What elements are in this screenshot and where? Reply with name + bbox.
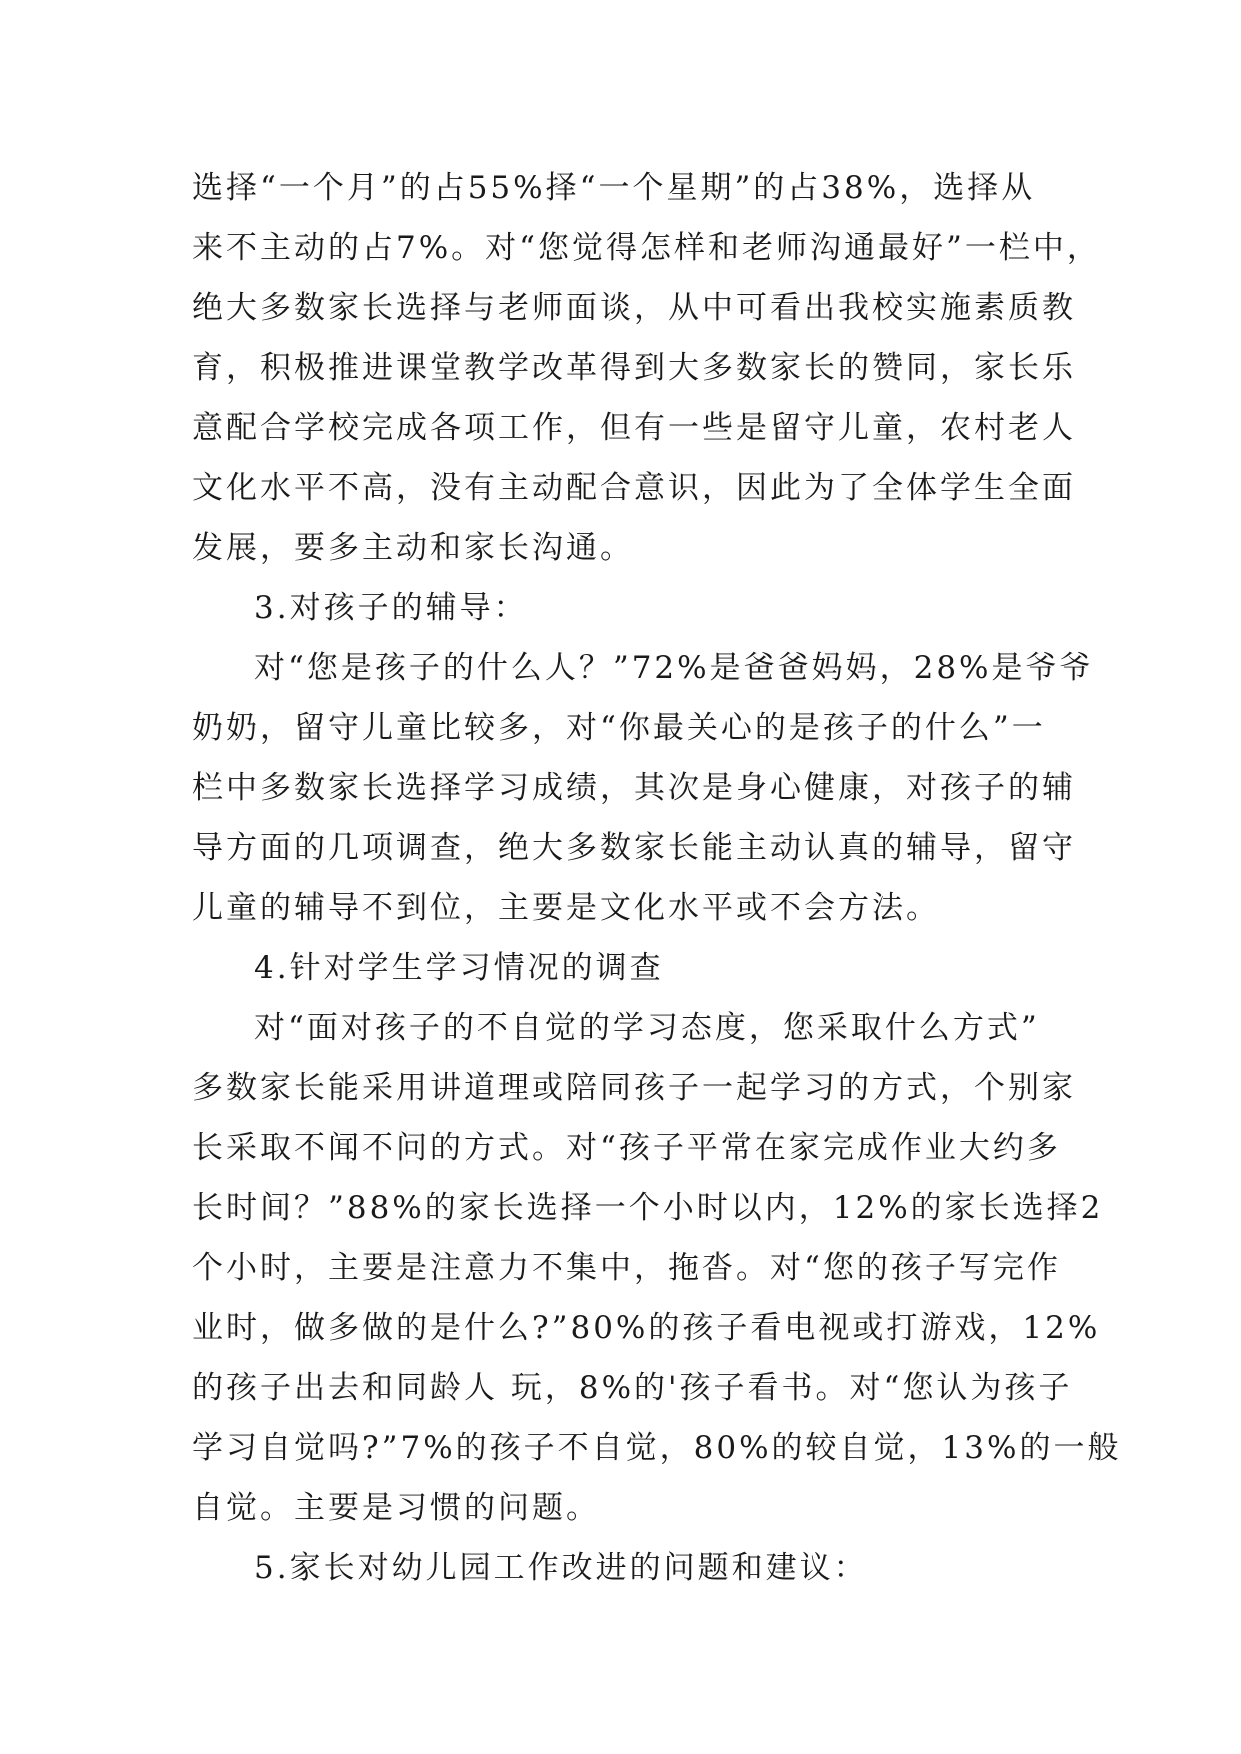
text-line: 对“您是孩子的什么人？”72%是爸爸妈妈，28%是爷爷: [254, 650, 1094, 686]
text-line: 儿童的辅导不到位，主要是文化水平或不会方法。: [192, 890, 940, 926]
text-line: 长采取不闻不问的方式。对“孩子平常在家完成作业大约多: [192, 1130, 1061, 1166]
section-heading: 5.家长对幼儿园工作改进的问题和建议：: [254, 1550, 868, 1586]
document-body: [192, 158, 1122, 1598]
text-line: 的孩子出去和同龄人 玩，8%的'孩子看书。对“您认为孩子: [192, 1370, 1073, 1406]
text-line: 对“面对孩子的不自觉的学习态度，您采取什么方式”: [254, 1010, 1040, 1046]
text-line: 自觉。主要是习惯的问题。: [192, 1490, 600, 1526]
text-line: 文化水平不高，没有主动配合意识，因此为了全体学生全面: [192, 470, 1076, 506]
text-line: 导方面的几项调查，绝大多数家长能主动认真的辅导，留守: [192, 830, 1076, 866]
text-line: 意配合学校完成各项工作，但有一些是留守儿童，农村老人: [192, 410, 1076, 446]
text-line: 学习自觉吗?”7%的孩子不自觉，80%的较自觉，13%的一般: [192, 1430, 1122, 1466]
text-line: 绝大多数家长选择与老师面谈，从中可看出我校实施素质教: [192, 290, 1076, 326]
text-line: 选择“一个月”的占55%择“一个星期”的占38%，选择从: [192, 170, 1036, 206]
text-line: 栏中多数家长选择学习成绩，其次是身心健康，对孩子的辅: [192, 770, 1076, 806]
text-line: 发展，要多主动和家长沟通。: [192, 530, 634, 566]
text-line: 多数家长能采用讲道理或陪同孩子一起学习的方式，个别家: [192, 1070, 1076, 1106]
section-heading: 3.对孩子的辅导：: [254, 590, 528, 626]
section-heading: 4.针对学生学习情况的调查: [254, 950, 664, 986]
text-line: 育，积极推进课堂教学改革得到大多数家长的赞同，家长乐: [192, 350, 1076, 386]
text-line: 业时，做多做的是什么?”80%的孩子看电视或打游戏，12%: [192, 1310, 1101, 1346]
text-line: 长时间？”88%的家长选择一个小时以内，12%的家长选择2: [192, 1190, 1104, 1226]
text-line: 来不主动的占7%。对“您觉得怎样和老师沟通最好”一栏中，: [192, 230, 1101, 266]
text-line: 奶奶，留守儿童比较多，对“你最关心的是孩子的什么”一: [192, 710, 1046, 746]
text-line: 个小时，主要是注意力不集中，拖沓。对“您的孩子写完作: [192, 1250, 1061, 1286]
